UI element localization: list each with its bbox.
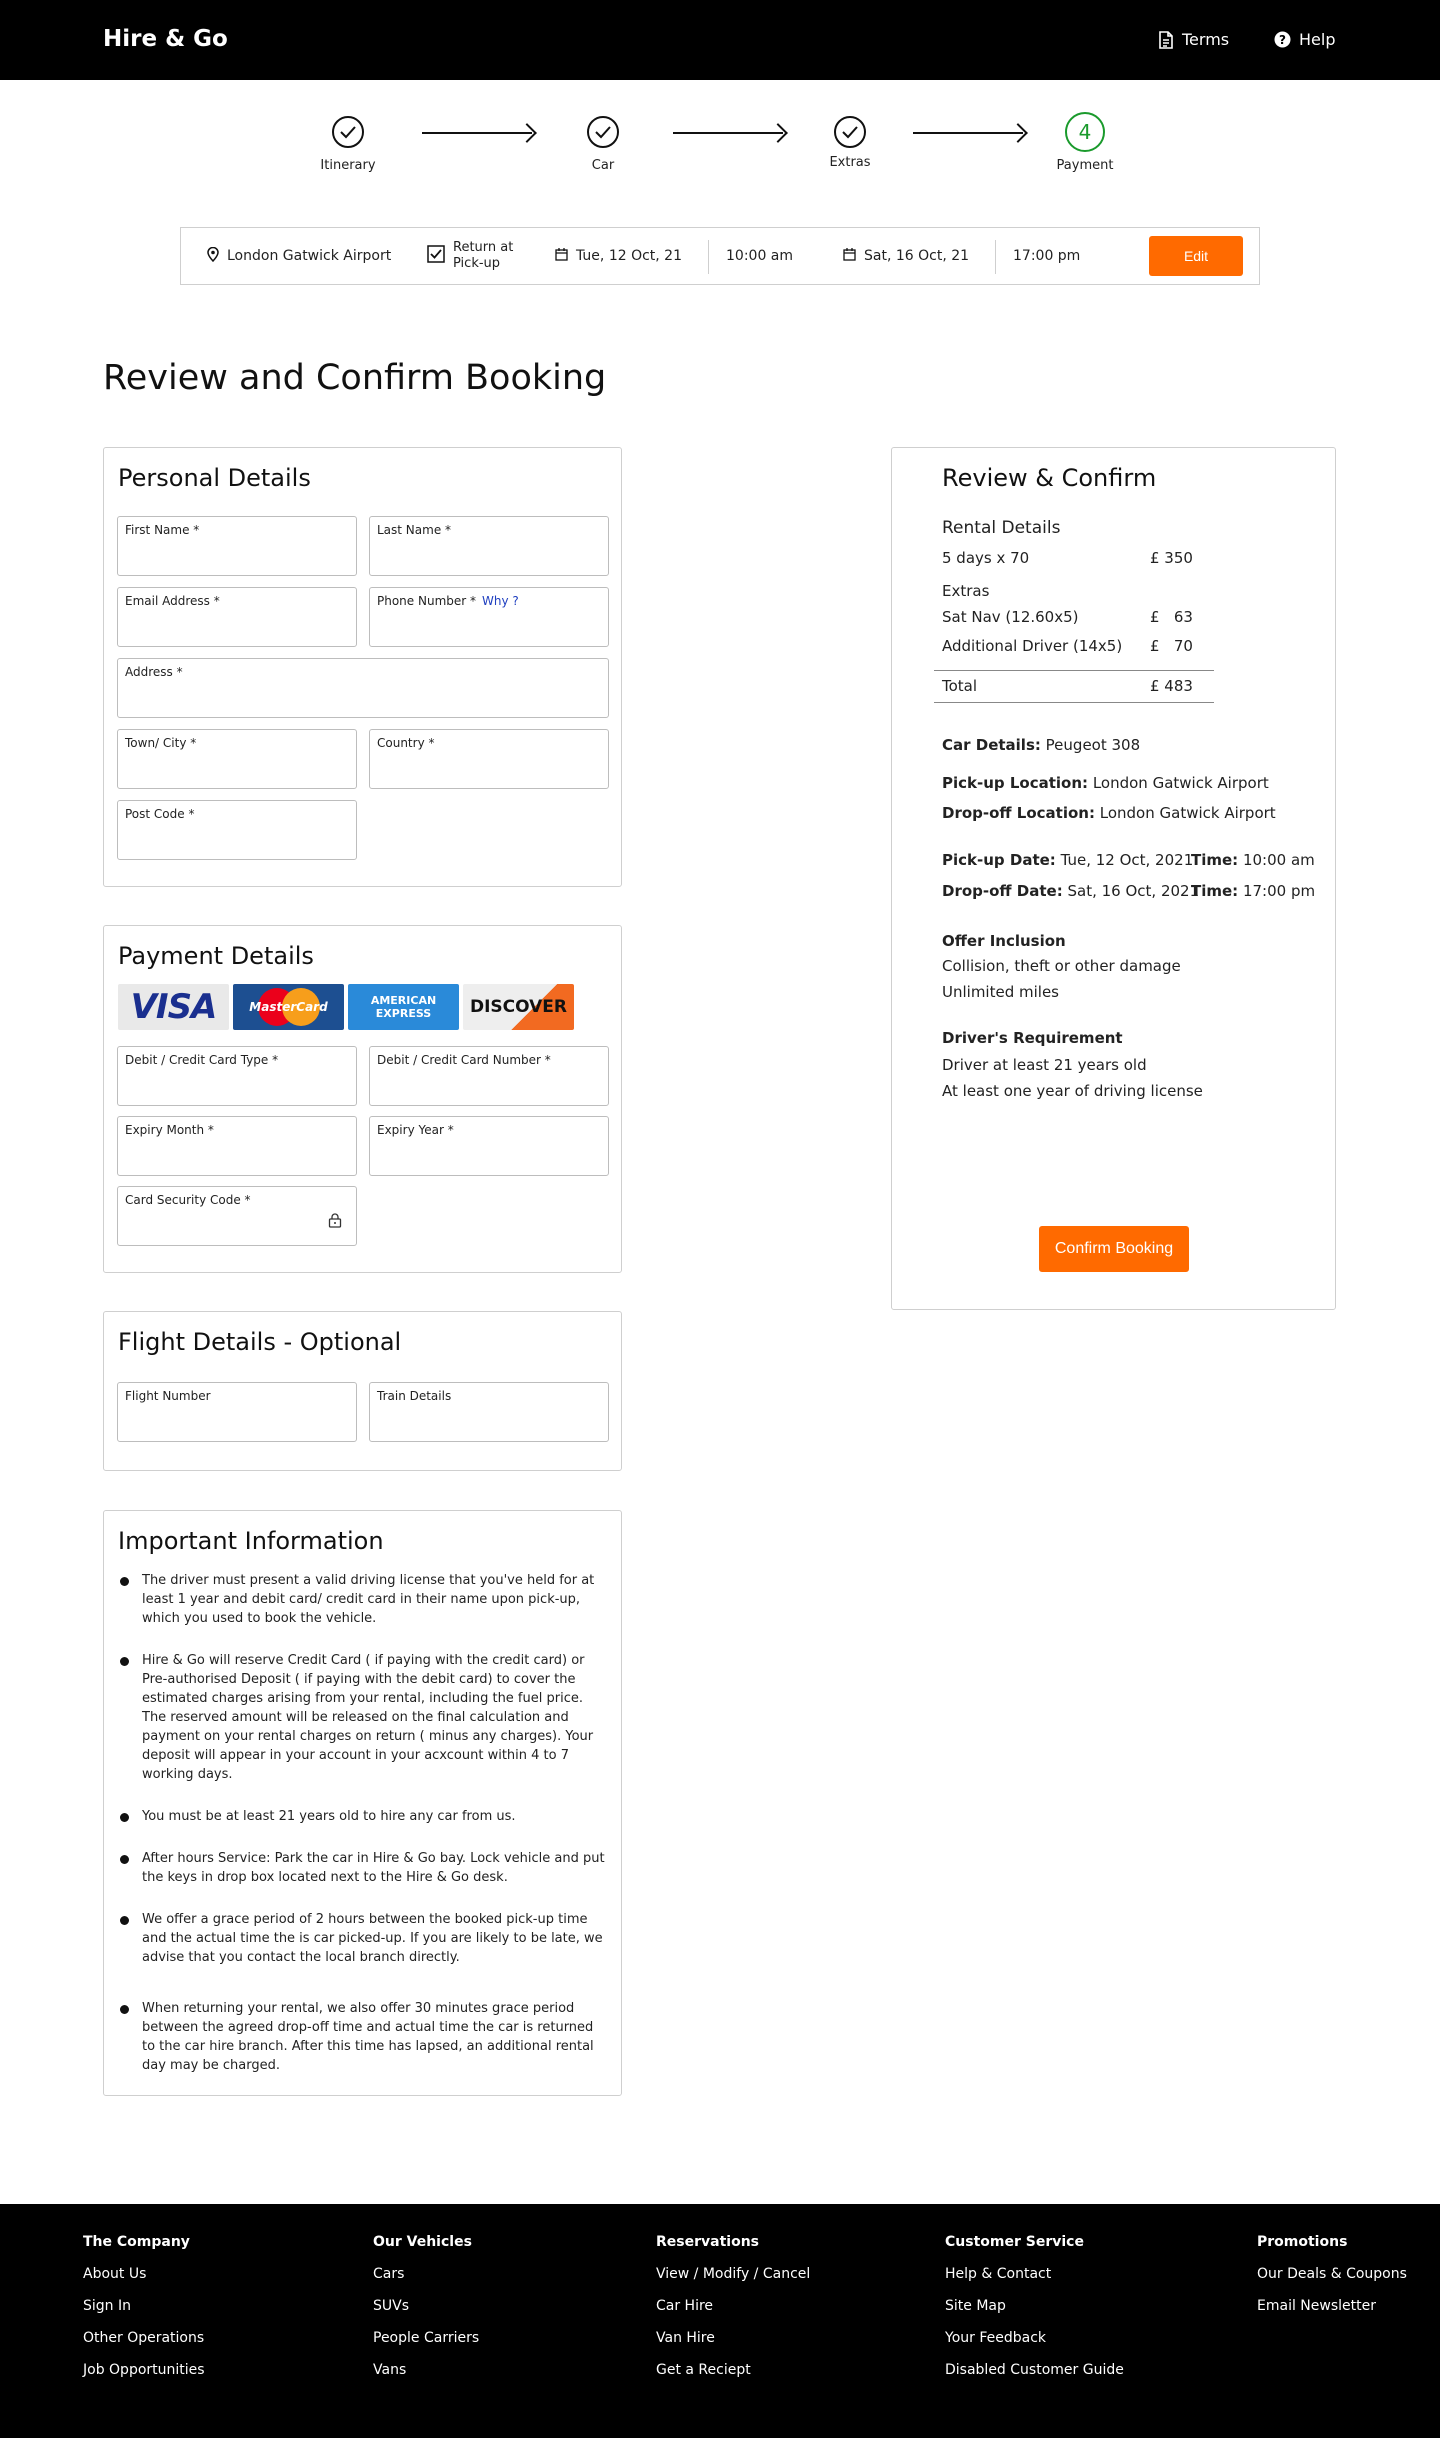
footer-link[interactable]: Our Deals & Coupons [1257, 2266, 1407, 2282]
requirement-item: Driver at least 21 years old [942, 1056, 1147, 1074]
card-type-field[interactable] [117, 1046, 357, 1106]
divider [934, 670, 1214, 671]
pickup-date-text: Tue, 12 Oct, 21 [576, 248, 682, 264]
check-icon [332, 116, 364, 148]
summary-location [207, 228, 391, 284]
step-arrow-icon [913, 132, 1023, 134]
car-label: Car Details: [942, 736, 1041, 754]
flight-number-field[interactable] [117, 1382, 357, 1442]
discover-logo-icon [463, 984, 574, 1030]
terms-label: Terms [1182, 30, 1230, 49]
step-car[interactable] [543, 116, 663, 173]
checkbox-checked-icon [427, 245, 445, 267]
review-confirm-card [891, 447, 1336, 1310]
dropoff-location [942, 804, 1276, 822]
total-label: Total [942, 677, 978, 695]
postcode-field[interactable] [117, 800, 357, 860]
footer-reservations [656, 2234, 810, 2394]
step-label: Payment [1056, 158, 1114, 173]
location-text: London Gatwick Airport [227, 248, 392, 264]
step-number: 4 [1065, 112, 1105, 152]
field-label: Expiry Year * [377, 1123, 454, 1137]
discover-text: DISCOVER [469, 997, 567, 1017]
card-number-field[interactable] [369, 1046, 609, 1106]
footer-heading: Reservations [656, 2234, 759, 2250]
total-price: £ 483 [1150, 677, 1193, 695]
footer-link[interactable]: Email Newsletter [1257, 2298, 1376, 2314]
check-icon [834, 116, 866, 148]
section-title: Important Information [118, 1527, 384, 1555]
step-itinerary[interactable] [288, 116, 408, 173]
divider [934, 702, 1214, 703]
offer-heading: Offer Inclusion [942, 932, 1066, 950]
document-icon [1158, 31, 1174, 49]
return-checkbox[interactable] [427, 228, 519, 284]
field-label: Country * [377, 736, 435, 750]
dropoff-time-text: 17:00 pm [1013, 248, 1081, 264]
expiry-month-field[interactable] [117, 1116, 357, 1176]
info-item: After hours Service: Park the car in Hire & Go bay. Lock vehicle and put the keys in drop box located next to the Hire & Go desk. [118, 1849, 608, 1887]
dropoff-date-text: Sat, 16 Oct, 21 [864, 248, 970, 264]
security-code-field[interactable] [117, 1186, 357, 1246]
footer-company [83, 2234, 205, 2394]
footer-link[interactable]: Get a Reciept [656, 2362, 751, 2378]
footer-link[interactable]: Sign In [83, 2298, 131, 2314]
location-pin-icon [207, 247, 219, 266]
svg-text:?: ? [1279, 33, 1286, 47]
flight-details-card [103, 1311, 622, 1471]
pickup-date-value: Tue, 12 Oct, 2021 [1060, 851, 1194, 869]
last-name-field[interactable] [369, 516, 609, 576]
footer-link[interactable]: Vans [373, 2362, 407, 2378]
lock-icon [328, 1213, 342, 1232]
info-item: The driver must present a valid driving license that you've held for at least 1 year and debit card/ credit card in their name upon pick-up, which you used to book the vehicle. [118, 1571, 608, 1628]
footer-promotions [1257, 2234, 1407, 2330]
info-item: You must be at least 21 years old to hire any car from us. [118, 1807, 608, 1826]
field-label: Expiry Month * [125, 1123, 214, 1137]
rental-details-heading: Rental Details [942, 518, 1061, 538]
footer-link[interactable]: About Us [83, 2266, 147, 2282]
review-title: Review & Confirm [942, 464, 1157, 492]
help-label: Help [1299, 30, 1336, 49]
satnav-line: Sat Nav (12.60x5) [942, 608, 1079, 626]
offer-item: Collision, theft or other damage [942, 957, 1181, 975]
field-label: Last Name * [377, 523, 452, 537]
footer-link[interactable]: Van Hire [656, 2330, 715, 2346]
pickup-time-value: 10:00 am [1242, 851, 1315, 869]
step-label: Car [591, 158, 615, 173]
footer-heading: Our Vehicles [373, 2234, 472, 2250]
requirement-heading: Driver's Requirement [942, 1029, 1123, 1047]
dropoff-time-label: Time: [1191, 882, 1239, 900]
train-details-field[interactable] [369, 1382, 609, 1442]
step-label: Itinerary [320, 158, 376, 173]
offer-item: Unlimited miles [942, 983, 1059, 1001]
brand-logo[interactable]: Hire & Go [103, 26, 228, 52]
footer-link[interactable]: Disabled Customer Guide [945, 2362, 1124, 2378]
step-extras[interactable] [790, 116, 910, 170]
dropoff-time-field[interactable] [1013, 228, 1080, 284]
check-icon [587, 116, 619, 148]
field-label [377, 594, 519, 608]
step-arrow-icon [673, 132, 783, 134]
footer-link[interactable]: View / Modify / Cancel [656, 2266, 811, 2282]
field-label: Town/ City * [125, 736, 197, 750]
accepted-cards [118, 984, 574, 1030]
footer-link[interactable]: Job Opportunities [83, 2362, 205, 2378]
pickup-time [1191, 851, 1315, 869]
footer-link[interactable]: SUVs [373, 2298, 410, 2314]
info-item: We offer a grace period of 2 hours between the booked pick-up time and the actual time the is car picked-up. If you are likely to be late, we advise that you contact the local branch directly. [118, 1910, 608, 1967]
step-arrow-icon [422, 132, 532, 134]
pickup-location [942, 774, 1269, 792]
return-label: Return at Pick-up [453, 240, 514, 271]
add-driver-line: Additional Driver (14x5) [942, 637, 1123, 655]
step-label: Extras [829, 155, 871, 170]
first-name-field[interactable] [117, 516, 357, 576]
rental-line: 5 days x 70 [942, 549, 1030, 567]
phone-label: Phone Number * [377, 594, 477, 608]
visa-text: VISA [130, 987, 217, 1027]
expiry-year-field[interactable] [369, 1116, 609, 1176]
footer-link[interactable]: Cars [373, 2266, 405, 2282]
footer-heading: Customer Service [945, 2234, 1084, 2250]
rental-price: £ 350 [1150, 549, 1193, 567]
dropoff-date [942, 882, 1199, 900]
footer-link[interactable]: People Carriers [373, 2330, 480, 2346]
field-label: Train Details [377, 1389, 452, 1403]
footer-link[interactable]: Car Hire [656, 2298, 714, 2314]
town-field[interactable] [117, 729, 357, 789]
extras-heading: Extras [942, 582, 990, 600]
amex-text: AMERICAN EXPRESS [370, 994, 437, 1020]
footer-heading: Promotions [1257, 2234, 1348, 2250]
mastercard-logo-icon [233, 984, 344, 1030]
field-label: Flight Number [125, 1389, 211, 1403]
address-field[interactable] [117, 658, 609, 718]
satnav-price: £ 63 [1150, 608, 1193, 626]
dropoff-date-field[interactable] [843, 228, 969, 284]
footer-link[interactable]: Site Map [945, 2298, 1006, 2314]
section-title: Payment Details [118, 942, 314, 970]
personal-details-card [103, 447, 622, 887]
confirm-booking-button[interactable]: Confirm Booking [1039, 1226, 1189, 1272]
important-info-card [103, 1510, 622, 2096]
field-label: Email Address * [125, 594, 220, 608]
requirement-item: At least one year of driving license [942, 1082, 1203, 1100]
footer-link[interactable]: Help & Contact [945, 2266, 1052, 2282]
field-label: Debit / Credit Card Number * [377, 1053, 551, 1067]
step-payment[interactable] [1025, 112, 1145, 173]
dropoff-time [1191, 882, 1315, 900]
calendar-icon [555, 248, 568, 265]
footer-vehicles [373, 2234, 479, 2394]
divider [995, 240, 996, 274]
phone-field[interactable] [369, 587, 609, 647]
field-label: Card Security Code * [125, 1193, 251, 1207]
terms-link[interactable] [1158, 30, 1229, 49]
pickup-date-field[interactable] [555, 228, 682, 284]
calendar-icon [843, 248, 856, 265]
mastercard-text: MasterCard [249, 1000, 328, 1014]
dropoff-loc-value: London Gatwick Airport [1099, 804, 1276, 822]
booking-summary-bar [180, 227, 1260, 285]
info-item: Hire & Go will reserve Credit Card ( if paying with the credit card) or Pre-authorised Deposit ( if paying with the debit card) to cover the estimated charges arising from your rental, including the fuel price. The reserved amount will be released on the final calculation and payment on your rental charges on return ( minus any charges). Your deposit will appear in your account in your acxcount within 4 to 7 working days. [118, 1651, 608, 1784]
car-value: Peugeot 308 [1045, 736, 1141, 754]
info-item: When returning your rental, we also offer 30 minutes grace period between the agreed drop-off time and actual time the car is returned to the car hire branch. After this time has lapsed, an additional rental day may be charged. [118, 1999, 608, 2075]
top-navigation-bar [0, 0, 1440, 80]
pickup-loc-value: London Gatwick Airport [1092, 774, 1269, 792]
divider [708, 240, 709, 274]
page-title: Review and Confirm Booking [103, 358, 607, 398]
pickup-time-field[interactable] [726, 228, 793, 284]
pickup-date-label: Pick-up Date: [942, 851, 1056, 869]
email-field[interactable] [117, 587, 357, 647]
footer-customer-service [945, 2234, 1124, 2394]
dropoff-time-value: 17:00 pm [1242, 882, 1316, 900]
footer [0, 2204, 1440, 2438]
why-link[interactable]: Why ? [482, 594, 519, 608]
section-title: Personal Details [118, 464, 311, 492]
field-label: Debit / Credit Card Type * [125, 1053, 279, 1067]
footer-link[interactable]: Other Operations [83, 2330, 205, 2346]
section-title: Flight Details - Optional [118, 1328, 402, 1356]
field-label: Address * [125, 665, 183, 679]
footer-heading: The Company [83, 2234, 190, 2250]
add-driver-price: £ 70 [1150, 637, 1193, 655]
dropoff-date-value: Sat, 16 Oct, 2021 [1067, 882, 1200, 900]
field-label: Post Code * [125, 807, 195, 821]
info-list [118, 1571, 608, 2075]
payment-details-card [103, 925, 622, 1273]
edit-button[interactable]: Edit [1149, 236, 1243, 276]
pickup-loc-label: Pick-up Location: [942, 774, 1089, 792]
help-link[interactable] [1274, 30, 1335, 49]
pickup-time-label: Time: [1191, 851, 1239, 869]
country-field[interactable] [369, 729, 609, 789]
field-label: First Name * [125, 523, 200, 537]
dropoff-loc-label: Drop-off Location: [942, 804, 1095, 822]
car-details [942, 736, 1140, 754]
amex-logo-icon [348, 984, 459, 1030]
pickup-time-text: 10:00 am [726, 248, 794, 264]
dropoff-date-label: Drop-off Date: [942, 882, 1063, 900]
footer-link[interactable]: Your Feedback [945, 2330, 1047, 2346]
pickup-date [942, 851, 1193, 869]
question-icon [1274, 31, 1291, 48]
visa-logo-icon [118, 984, 229, 1030]
